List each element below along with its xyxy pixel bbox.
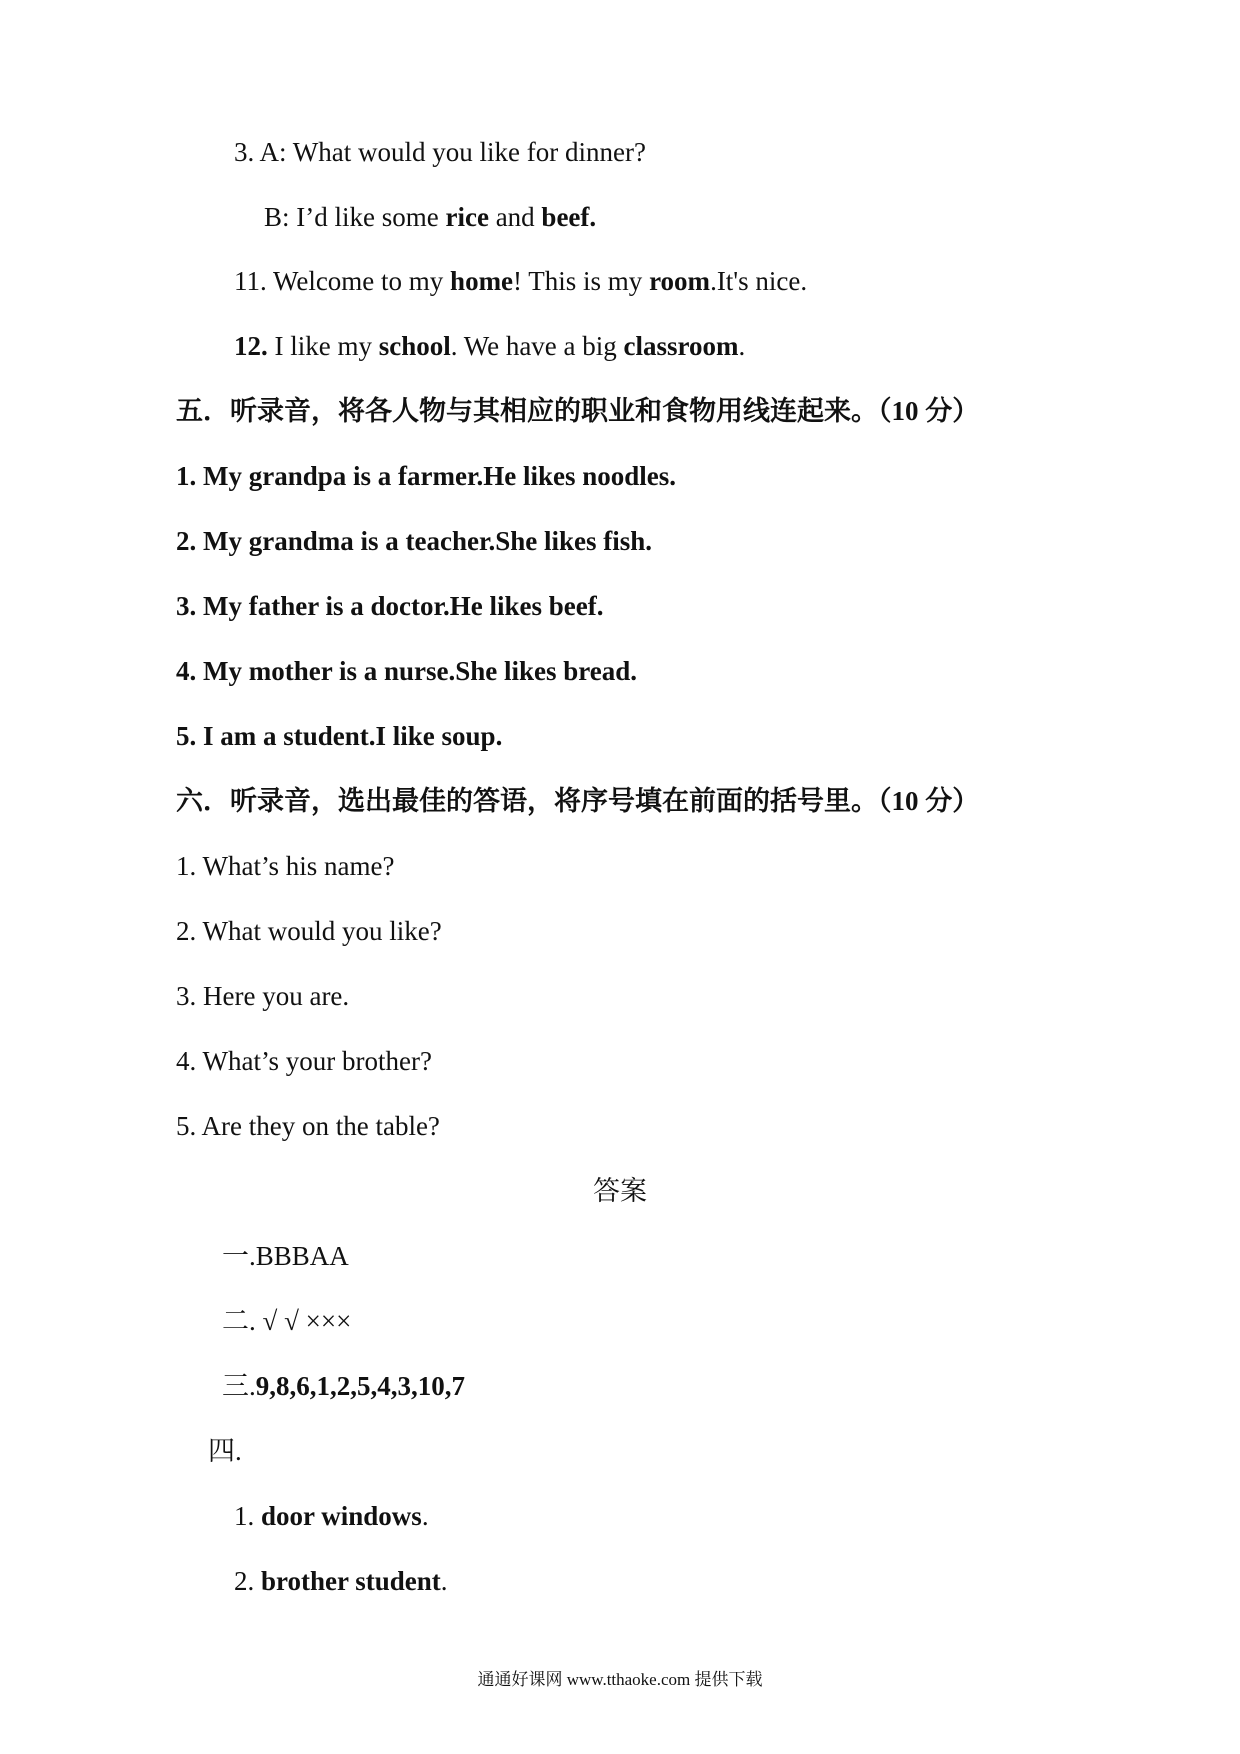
section-5-item-3: 3. My father is a doctor.He likes beef. [176, 591, 604, 621]
section-5-heading: 五．听录音，将各人物与其相应的职业和食物用线连起来。（10 分） [176, 396, 980, 426]
section-5-item-2: 2. My grandma is a teacher.She likes fish. [176, 526, 653, 556]
section-5-item-1: 1. My grandpa is a farmer.He likes noodles. [176, 461, 677, 491]
answer-1: 一.BBBAA [222, 1241, 349, 1271]
answer-2: 二. √ √ ××× [222, 1306, 352, 1336]
sentence-12: 12. I like my school. We have a big classroom. [234, 331, 746, 361]
section-5-item-4: 4. My mother is a nurse.She likes bread. [176, 656, 638, 686]
section-6-item-5: 5. Are they on the table? [176, 1111, 440, 1141]
answer-4-label: 四. [208, 1436, 242, 1466]
dialogue-line-3b: B: I’d like some rice and beef. [264, 202, 597, 232]
section-6-heading: 六．听录音，选出最佳的答语，将序号填在前面的括号里。（10 分） [176, 786, 980, 816]
answer-4-1: 1. door windows. [234, 1501, 429, 1531]
section-6-item-4: 4. What’s your brother? [176, 1046, 432, 1076]
section-6-item-1: 1. What’s his name? [176, 851, 395, 881]
answer-4-2: 2. brother student. [234, 1566, 448, 1596]
dialogue-line-3a: 3. A: What would you like for dinner? [234, 137, 646, 167]
answer-3: 三.9,8,6,1,2,5,4,3,10,7 [222, 1371, 465, 1401]
section-6-item-3: 3. Here you are. [176, 981, 350, 1011]
section-6-item-2: 2. What would you like? [176, 916, 442, 946]
section-5-item-5: 5. I am a student.I like soup. [176, 721, 503, 751]
footer-credit: 通通好课网 www.tthaoke.com 提供下载 [477, 1670, 763, 1689]
answers-title: 答案 [593, 1176, 647, 1206]
sentence-11: 11. Welcome to my home! This is my room.It's nice. [234, 266, 808, 296]
